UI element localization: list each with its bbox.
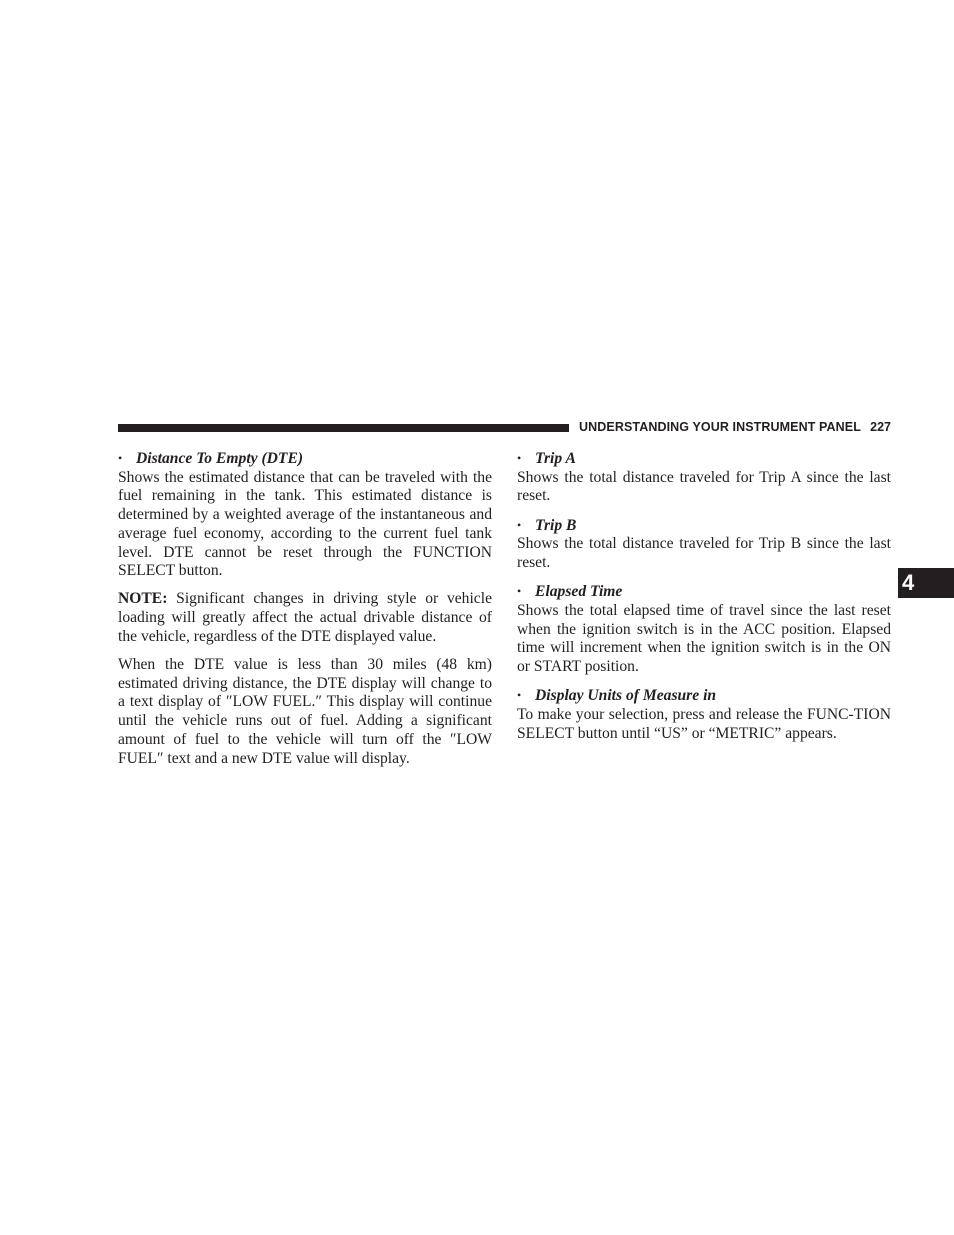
bullet-icon: • [517, 517, 522, 532]
note-label: NOTE: [118, 590, 168, 608]
note-paragraph [118, 590, 492, 646]
trip-b-heading [517, 516, 891, 536]
page-number: 227 [870, 420, 891, 434]
bullet-icon: • [517, 584, 522, 599]
left-column [118, 449, 492, 768]
trip-b-description: Shows the total distance traveled for Trip B since the last reset. [517, 535, 891, 572]
elapsed-time-description: Shows the total elapsed time of travel since the last reset when the ignition switch is in the ACC position. Elapsed time will increment when the ignition switch is in the ON or START position. [517, 601, 891, 676]
units-heading-text: Display Units of Measure in [535, 687, 717, 705]
bullet-icon: • [517, 451, 522, 465]
bullet-icon: • [517, 688, 522, 703]
low-fuel-paragraph: When the DTE value is less than 30 miles (48 km) estimated driving distance, the DTE display will change to a text display of ″LOW FUEL.″ This display will continue until the vehicle runs out of fuel. Adding a significant amount of fuel to the vehicle will turn off the ″LOW FUEL″ text and a new DTE value will display. [118, 656, 492, 767]
dte-heading-text: Distance To Empty (DTE) [136, 450, 304, 467]
trip-a-heading-text: Trip A [535, 450, 576, 467]
elapsed-time-heading-text: Elapsed Time [535, 583, 623, 601]
running-header-title: UNDERSTANDING YOUR INSTRUMENT PANEL [579, 420, 861, 434]
dte-description: Shows the estimated distance that can be traveled with the fuel remaining in the tank. This estimated distance is determined by a weighted average of the instantaneous and average fuel economy, according to the current fuel tank level. DTE cannot be reset through the FUNCTION SELECT button. [118, 468, 492, 580]
trip-b-heading-text: Trip B [535, 516, 577, 534]
dte-heading [118, 449, 492, 469]
trip-a-description: Shows the total distance traveled for Trip A since the last reset. [517, 468, 891, 505]
right-column [517, 449, 891, 743]
header-rule [118, 424, 569, 432]
bullet-icon: • [118, 451, 123, 465]
elapsed-time-heading [517, 582, 891, 602]
units-heading [517, 686, 891, 706]
trip-a-heading [517, 449, 891, 469]
chapter-tab: 4 [898, 568, 954, 598]
units-description: To make your selection, press and release the FUNC-TION SELECT button until “US” or “METRIC” appears. [517, 705, 891, 742]
note-text: Significant changes in driving style or vehicle loading will greatly affect the actual drivable distance of the vehicle, regardless of the DTE displayed value. [118, 590, 492, 645]
